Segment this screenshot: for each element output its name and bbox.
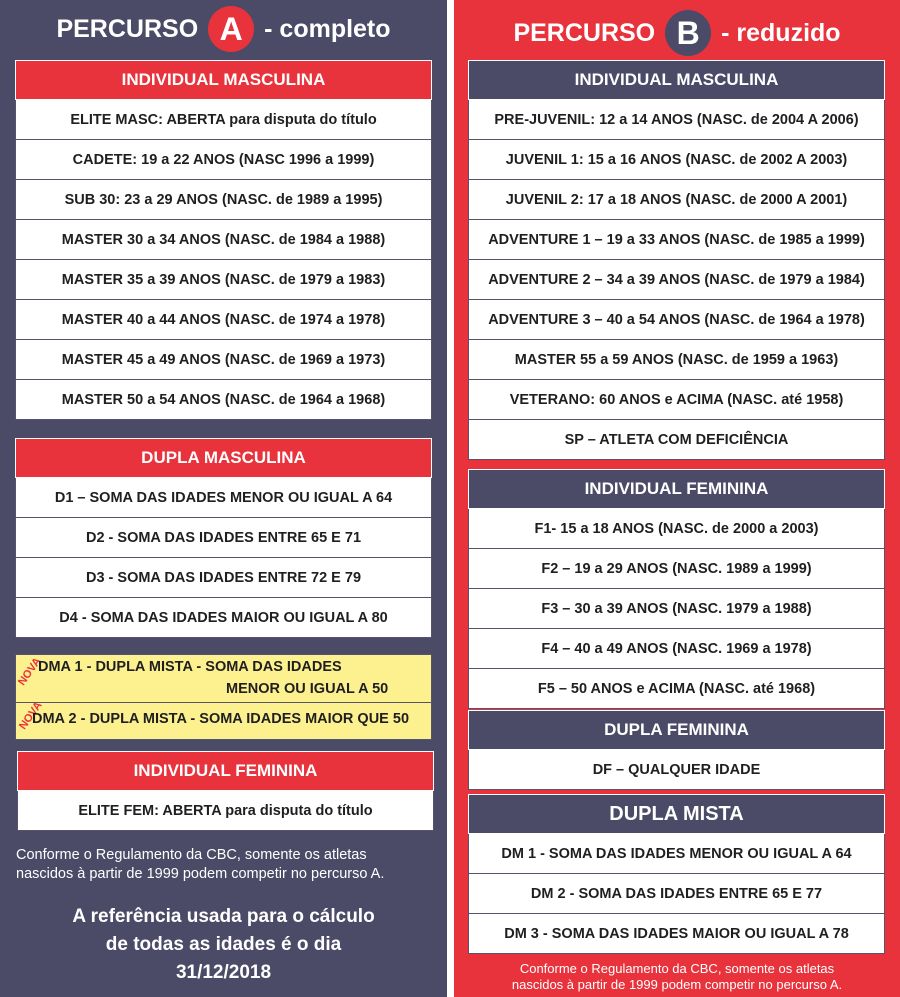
reference-date-note [0,903,447,987]
route-letter-badge: B [665,10,711,56]
note-line: Conforme o Regulamento da CBC, somente os atletas [519,961,835,976]
category-row: ELITE MASC: ABERTA para disputa do título [15,100,432,140]
nova-badge: NOVA [16,655,44,688]
category-row: ELITE FEM: ABERTA para disputa do título [17,791,434,831]
route-letter-badge: A [208,6,254,52]
individual-masculina-a [15,60,432,420]
reference-line: A referência usada para o cálculo [72,906,375,927]
category-row: F1- 15 a 18 ANOS (NASC. de 2000 a 2003) [468,509,885,549]
percurso-a-header [0,6,447,52]
category-row: SUB 30: 23 a 29 ANOS (NASC. de 1989 a 1995) [15,180,432,220]
regulation-note [454,961,900,993]
percurso-a-panel [0,0,447,997]
dupla-mista-new-box [15,654,432,740]
section-title: DUPLA MISTA [468,794,885,834]
note-line: nascidos à partir de 1999 podem competir no percurso A. [511,977,843,992]
dupla-feminina-b [468,710,885,790]
header-label: PERCURSO [513,18,656,47]
category-row: F4 – 40 a 49 ANOS (NASC. 1969 a 1978) [468,629,885,669]
regulation-note [16,846,384,884]
individual-masculina-b [468,60,885,460]
category-row: MASTER 50 a 54 ANOS (NASC. de 1964 a 1968) [15,380,432,420]
note-line: nascidos à partir de 1999 podem competir no percurso A. [16,866,385,882]
category-row: F2 – 19 a 29 ANOS (NASC. 1989 a 1999) [468,549,885,589]
nova-badge: NOVA [17,699,45,732]
category-row: D4 - SOMA DAS IDADES MAIOR OU IGUAL A 80 [15,598,432,638]
category-row: F5 – 50 ANOS e ACIMA (NASC. até 1968) [468,669,885,709]
section-title: DUPLA FEMININA [468,710,885,750]
section-title: INDIVIDUAL MASCULINA [15,60,432,100]
dma1-line2: MENOR OU IGUAL A 50 [226,681,389,697]
category-row: D1 – SOMA DAS IDADES MENOR OU IGUAL A 64 [15,478,432,518]
dma2-line: DMA 2 - DUPLA MISTA - SOMA IDADES MAIOR QUE 50 [32,711,410,727]
section-title: INDIVIDUAL MASCULINA [468,60,885,100]
category-row: DM 1 - SOMA DAS IDADES MENOR OU IGUAL A 64 [468,834,885,874]
category-row: DM 3 - SOMA DAS IDADES MAIOR OU IGUAL A 78 [468,914,885,954]
header-label: PERCURSO [56,14,199,43]
category-row: VETERANO: 60 ANOS e ACIMA (NASC. até 1958) [468,380,885,420]
section-title: INDIVIDUAL FEMININA [468,469,885,509]
category-row: D3 - SOMA DAS IDADES ENTRE 72 E 79 [15,558,432,598]
category-row: DF – QUALQUER IDADE [468,750,885,790]
category-row: D2 - SOMA DAS IDADES ENTRE 65 E 71 [15,518,432,558]
category-row: MASTER 30 a 34 ANOS (NASC. de 1984 a 1988) [15,220,432,260]
individual-feminina-a [17,751,434,831]
category-row: MASTER 35 a 39 ANOS (NASC. de 1979 a 1983) [15,260,432,300]
category-row: SP – ATLETA COM DEFICIÊNCIA [468,420,885,460]
category-row: MASTER 45 a 49 ANOS (NASC. de 1969 a 1973) [15,340,432,380]
percurso-b-panel [454,0,900,997]
category-row: MASTER 40 a 44 ANOS (NASC. de 1974 a 1978) [15,300,432,340]
header-subtitle: - completo [264,14,391,43]
dma1-line1: DMA 1 - DUPLA MISTA - SOMA DAS IDADES [38,659,342,675]
category-row: CADETE: 19 a 22 ANOS (NASC 1996 a 1999) [15,140,432,180]
category-row: F3 – 30 a 39 ANOS (NASC. 1979 a 1988) [468,589,885,629]
category-row: ADVENTURE 1 – 19 a 33 ANOS (NASC. de 1985 a 1999) [468,220,885,260]
category-row: PRE-JUVENIL: 12 a 14 ANOS (NASC. de 2004 A 2006) [468,100,885,140]
header-subtitle: - reduzido [721,18,841,47]
divider [16,702,431,703]
reference-line: de todas as idades é o dia [105,934,342,955]
category-row: MASTER 55 a 59 ANOS (NASC. de 1959 a 1963) [468,340,885,380]
category-row: JUVENIL 2: 17 a 18 ANOS (NASC. de 2000 A 2001) [468,180,885,220]
percurso-b-header [454,10,900,56]
category-row: ADVENTURE 3 – 40 a 54 ANOS (NASC. de 1964 a 1978) [468,300,885,340]
category-row: ADVENTURE 2 – 34 a 39 ANOS (NASC. de 1979 a 1984) [468,260,885,300]
individual-feminina-b [468,469,885,709]
category-row: JUVENIL 1: 15 a 16 ANOS (NASC. de 2002 A 2003) [468,140,885,180]
section-title: DUPLA MASCULINA [15,438,432,478]
section-title: INDIVIDUAL FEMININA [17,751,434,791]
category-row: DM 2 - SOMA DAS IDADES ENTRE 65 E 77 [468,874,885,914]
note-line: Conforme o Regulamento da CBC, somente os atletas [16,847,367,863]
dupla-masculina-a [15,438,432,638]
dupla-mista-b [468,794,885,954]
reference-line: 31/12/2018 [175,962,272,983]
